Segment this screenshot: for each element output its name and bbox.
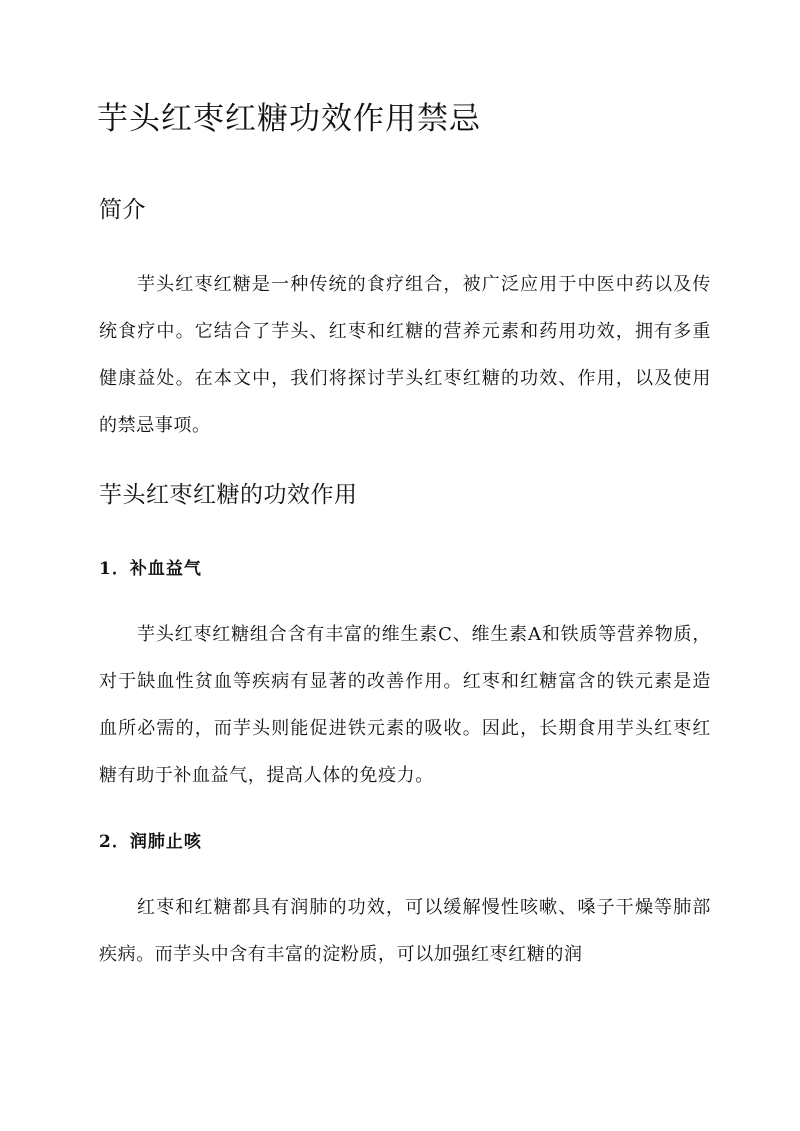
item1-paragraph: 芋头红枣红糖组合含有丰富的维生素C、维生素A和铁质等营养物质，对于缺血性贫血等疾病有显著的改善作用。红枣和红糖富含的铁元素是造血所必需的，而芋头则能促进铁元素的吸收。因此，长期食用芋头红枣红糖有助于补血益气，提高人体的免疫力。 [99,624,711,786]
document-title: 芋头红枣红糖功效作用禁忌 [97,101,481,137]
item1-heading: 1．补血益气 [99,559,202,579]
effects-heading: 芋头红枣红糖的功效作用 [99,482,358,508]
intro-paragraph: 芋头红枣红糖是一种传统的食疗组合，被广泛应用于中医中药以及传统食疗中。它结合了芋头、红枣和红糖的营养元素和药用功效，拥有多重健康益处。在本文中，我们将探讨芋头红枣红糖的功效、作用，以及使用的禁忌事项。 [99,274,711,436]
intro-heading: 简介 [99,197,146,223]
item2-paragraph: 红枣和红糖都具有润肺的功效，可以缓解慢性咳嗽、嗓子干燥等肺部疾病。而芋头中含有丰富的淀粉质，可以加强红枣红糖的润 [99,897,711,965]
item2-heading: 2．润肺止咳 [99,832,202,852]
